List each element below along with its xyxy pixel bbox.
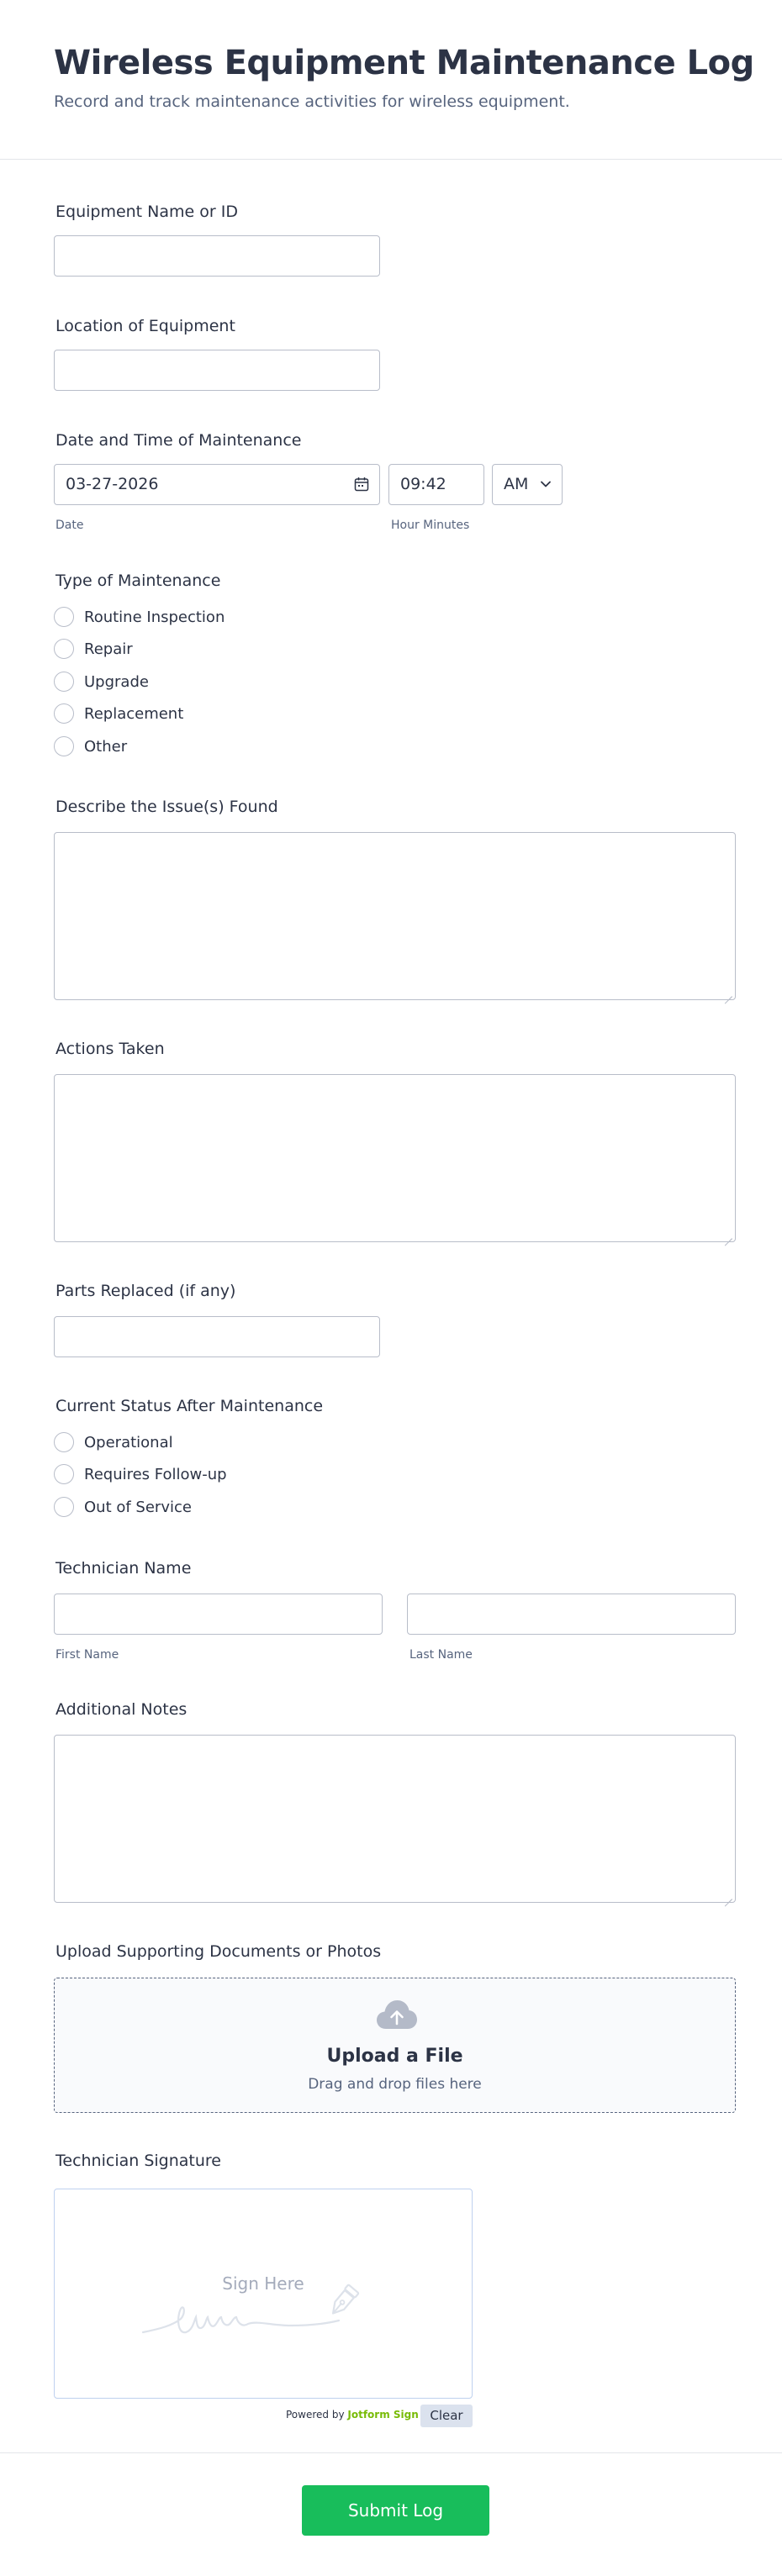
radio-out-of-service[interactable] (54, 1495, 192, 1519)
radio-operational[interactable] (54, 1430, 173, 1454)
radio-circle[interactable] (54, 703, 74, 724)
radio-circle[interactable] (54, 607, 74, 627)
first-name-input[interactable] (54, 1594, 383, 1635)
radio-replacement[interactable] (54, 702, 183, 725)
signature-placeholder: Sign Here (222, 2273, 304, 2294)
resize-grip-icon[interactable] (724, 1891, 732, 1899)
chevron-down-icon (540, 478, 552, 490)
issues-label: Describe the Issue(s) Found (55, 798, 278, 816)
radio-label: Routine Inspection (84, 608, 225, 626)
upload-title: Upload a File (326, 2046, 463, 2067)
ampm-value: AM (504, 475, 529, 493)
radio-circle[interactable] (54, 736, 74, 756)
form-subtitle: Record and track maintenance activities for wireless equipment. (54, 92, 570, 111)
last-name-input[interactable] (407, 1594, 736, 1635)
parts-input[interactable] (54, 1316, 380, 1357)
radio-label: Requires Follow-up (84, 1465, 227, 1483)
resize-grip-icon[interactable] (724, 988, 732, 997)
location-input[interactable] (54, 350, 380, 391)
notes-label: Additional Notes (55, 1700, 188, 1719)
datetime-label: Date and Time of Maintenance (55, 431, 302, 450)
submit-button[interactable]: Submit Log (302, 2485, 489, 2536)
equipment-name-input[interactable] (54, 235, 380, 277)
date-input[interactable] (54, 464, 380, 505)
technician-label: Technician Name (55, 1559, 192, 1578)
file-upload-dropzone[interactable] (54, 1978, 736, 2113)
radio-circle[interactable] (54, 672, 74, 692)
powered-by-text (286, 2409, 419, 2421)
signature-pad[interactable] (54, 2189, 473, 2399)
radio-repair[interactable] (54, 637, 133, 661)
calendar-icon[interactable] (354, 477, 369, 492)
issues-textarea[interactable] (54, 832, 736, 1000)
radio-label: Operational (84, 1433, 173, 1451)
signature-label: Technician Signature (55, 2152, 221, 2170)
radio-circle[interactable] (54, 1497, 74, 1517)
actions-textarea[interactable] (54, 1074, 736, 1242)
parts-label: Parts Replaced (if any) (55, 1282, 236, 1300)
last-name-sublabel: Last Name (409, 1648, 473, 1662)
form-header (0, 0, 782, 160)
actions-label: Actions Taken (55, 1040, 165, 1058)
radio-circle[interactable] (54, 639, 74, 659)
resize-grip-icon[interactable] (724, 1230, 732, 1239)
upload-subtitle: Drag and drop files here (308, 2076, 482, 2093)
radio-routine-inspection[interactable] (54, 605, 225, 629)
status-label: Current Status After Maintenance (55, 1397, 324, 1415)
time-value: 09:42 (400, 475, 446, 493)
time-input[interactable] (388, 464, 484, 505)
upload-label: Upload Supporting Documents or Photos (55, 1942, 382, 1961)
radio-upgrade[interactable] (54, 670, 149, 693)
footer-divider (0, 2452, 782, 2453)
maintenance-type-label: Type of Maintenance (55, 572, 221, 590)
powered-by-brand[interactable]: Jotform Sign (347, 2409, 419, 2421)
clear-signature-button[interactable]: Clear (420, 2405, 473, 2427)
radio-circle[interactable] (54, 1432, 74, 1452)
radio-label: Replacement (84, 704, 184, 723)
ampm-select[interactable] (492, 464, 563, 505)
radio-label: Other (84, 737, 128, 756)
radio-circle[interactable] (54, 1464, 74, 1484)
powered-by-prefix: Powered by (286, 2409, 345, 2421)
radio-requires-follow-up[interactable] (54, 1462, 227, 1486)
location-label: Location of Equipment (55, 317, 235, 335)
radio-label: Out of Service (84, 1498, 192, 1516)
radio-label: Upgrade (84, 672, 149, 691)
radio-label: Repair (84, 640, 133, 658)
cloud-upload-icon (376, 1999, 418, 2032)
date-value: 03-27-2026 (66, 475, 159, 493)
radio-other[interactable] (54, 735, 127, 758)
first-name-sublabel: First Name (55, 1648, 119, 1662)
form-title: Wireless Equipment Maintenance Log (54, 44, 754, 82)
date-sublabel: Date (55, 519, 84, 532)
time-sublabel: Hour Minutes (391, 519, 470, 532)
notes-textarea[interactable] (54, 1735, 736, 1903)
equipment-name-label: Equipment Name or ID (55, 203, 238, 221)
